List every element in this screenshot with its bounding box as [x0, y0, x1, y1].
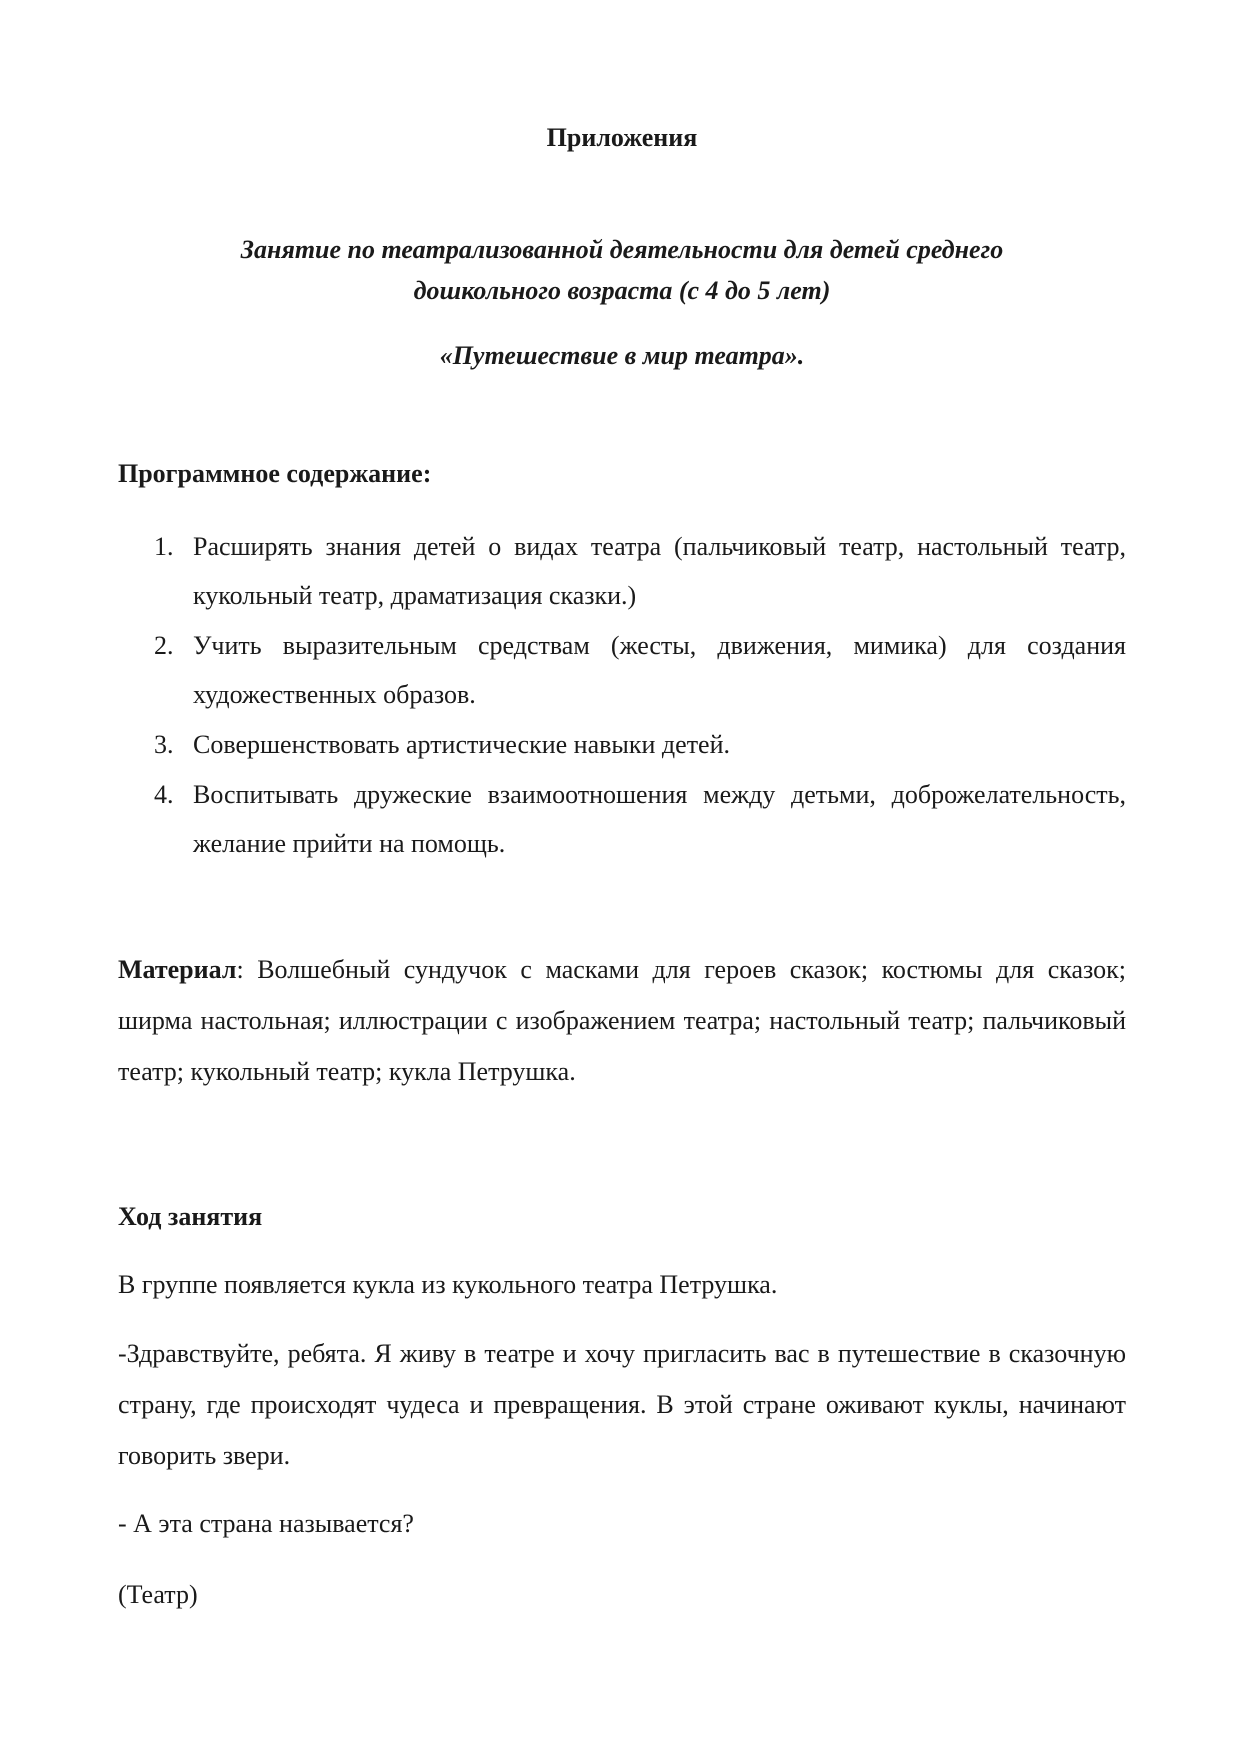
paragraph: - А эта страна называется?	[118, 1509, 414, 1538]
paragraph: -Здравствуйте, ребята. Я живу в театре и хочу пригласить вас в путешествие в сказочную страну, где происходят чудеса и превращения. В этой стране оживают куклы, начинают говорить звери.	[118, 1339, 1126, 1470]
list-item	[118, 720, 1126, 769]
lesson-title-line-2: дошкольного возраста (с 4 до 5 лет)	[413, 276, 831, 305]
list-item-text: Учить выразительным средствам (жесты, движения, мимика) для создания художественных образов.	[193, 631, 1126, 709]
list-item-number: 2.	[154, 631, 174, 660]
list-item	[118, 522, 1126, 620]
list-item-text: Расширять знания детей о видах театра (пальчиковый театр, настольный театр, кукольный театр, драматизация сказки.)	[193, 532, 1126, 610]
list-item-text: Совершенствовать артистические навыки детей.	[193, 730, 731, 759]
lesson-name: «Путешествие в мир театра».	[439, 341, 805, 370]
list-item-number: 4.	[154, 780, 174, 809]
material-paragraph	[118, 944, 1126, 1097]
material-label: Материал	[118, 955, 237, 984]
list-item-number: 1.	[154, 532, 174, 561]
paragraph: В группе появляется кукла из кукольного театра Петрушка.	[118, 1270, 778, 1299]
list-item	[118, 621, 1126, 719]
material-text: : Волшебный сундучок с масками для героев сказок; костюмы для сказок; ширма настольная; иллюстрации с изображением театра; настольный театр; пальчиковый театр; кукольный театр; кукла Петрушка.	[118, 955, 1126, 1086]
page-title: Приложения	[546, 123, 698, 152]
lesson-title	[118, 229, 1126, 311]
progress-heading: Ход занятия	[118, 1202, 263, 1231]
list-item-text: Воспитывать дружеские взаимоотношения между детьми, доброжелательность, желание прийти на помощь.	[193, 780, 1126, 858]
program-heading: Программное содержание:	[118, 459, 432, 488]
paragraph: (Театр)	[118, 1580, 198, 1609]
lesson-title-line-1: Занятие по театрализованной деятельности для детей среднего	[240, 235, 1004, 264]
list-item	[118, 770, 1126, 868]
list-item-number: 3.	[154, 730, 174, 759]
program-goals-list	[118, 522, 1126, 869]
